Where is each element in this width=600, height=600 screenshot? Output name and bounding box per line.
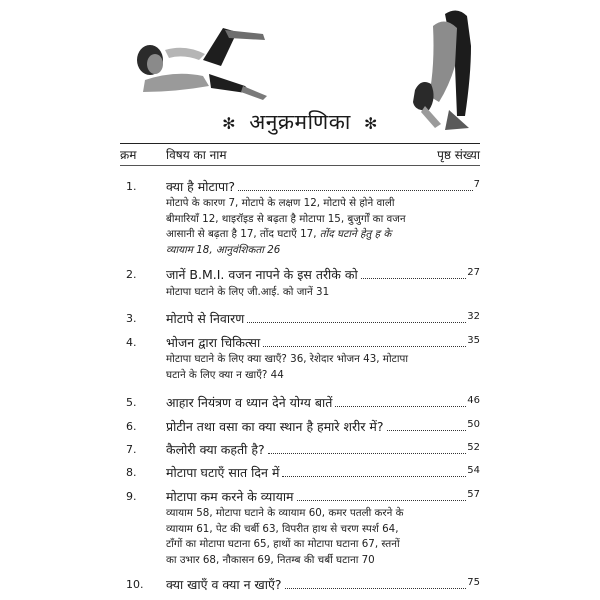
- subtopic-line: [166, 227, 456, 243]
- dot-leader: [361, 278, 467, 279]
- dot-leader: [282, 476, 466, 477]
- subtopic-text: आसानी से बढ़ता है 17, तोंद घटाएँ 17,: [166, 228, 317, 240]
- star-ornament-icon: ✻: [363, 114, 378, 133]
- entry-title-row: [166, 334, 480, 351]
- column-header-subject: विषय का नाम: [166, 148, 227, 162]
- entry-title-row: [166, 266, 480, 283]
- entry-title-row: [166, 464, 480, 481]
- entry-number: 8.: [126, 466, 137, 479]
- subtopic-line: का उभार 68, नौकासन 69, नितम्ब की चर्बी घटाना 70: [166, 553, 375, 566]
- subtopic-line: व्यायाम 61, पेट की चर्बी 63, विपरीत हाथ से चरण स्पर्श 64,: [166, 522, 399, 535]
- subtopic-line: व्यायाम 58, मोटापा घटाने के व्यायाम 60, कमर पतली करने के: [166, 507, 404, 519]
- header-top-rule: [120, 143, 480, 144]
- entry-page-number: 32: [467, 311, 480, 322]
- page-title: [120, 108, 480, 136]
- entry-page-number: 50: [467, 419, 480, 430]
- entry-page-number: 54: [467, 465, 480, 476]
- entry-title-row: [166, 488, 480, 505]
- entry-title-row: [166, 441, 480, 458]
- subtopic-italic-text: तोंद घटाने हेतु ह के: [319, 228, 392, 240]
- entry-page-number: 27: [467, 267, 480, 278]
- entry-title-row: [166, 576, 480, 593]
- entry-subtopics: [166, 506, 456, 568]
- entry-number: 10.: [126, 578, 144, 591]
- header-bottom-rule: [120, 165, 480, 166]
- entry-page-number: 46: [467, 395, 480, 406]
- entry-number: 1.: [126, 180, 137, 193]
- entry-number: 2.: [126, 268, 137, 281]
- page-title-text: अनुक्रमणिका: [249, 110, 351, 134]
- entry-number: 9.: [126, 490, 137, 503]
- subtopic-line: टाँगों का मोटापा घटाना 65, हाथों का मोटापा घटाना 67, स्तनों: [166, 538, 400, 550]
- entry-subtopics: [166, 285, 456, 301]
- dot-leader: [268, 453, 467, 454]
- entry-number: 7.: [126, 443, 137, 456]
- dot-leader: [238, 190, 473, 191]
- dot-leader: [285, 588, 467, 589]
- entry-title: कैलोरी क्या कहती है?: [166, 442, 265, 457]
- crunch-exercise-photo: [125, 20, 275, 100]
- dot-leader: [247, 322, 466, 323]
- entry-title: प्रोटीन तथा वसा का क्या स्थान है हमारे शरीर में?: [166, 419, 384, 434]
- dot-leader: [297, 500, 467, 501]
- entry-title: भोजन द्वारा चिकित्सा: [166, 335, 261, 350]
- subtopic-line: मोटापा घटाने के लिए क्या खाएँ? 36, रेशेदार भोजन 43, मोटापा: [166, 353, 408, 365]
- entry-page-number: 57: [467, 489, 480, 500]
- entry-title: जानें B.M.I. वजन नापने के इस तरीके को: [166, 267, 358, 282]
- dot-leader: [387, 430, 467, 431]
- subtopic-text: व्यायाम 18, आनुवंशिकता 26: [166, 243, 281, 256]
- entry-number: 3.: [126, 312, 137, 325]
- entry-page-number: 7: [473, 179, 480, 190]
- entry-subtopics: [166, 352, 456, 383]
- entry-title: मोटापा कम करने के व्यायाम: [166, 489, 294, 504]
- entry-title-row: [166, 418, 480, 435]
- book-page: [120, 0, 480, 600]
- dot-leader: [263, 346, 466, 347]
- subtopic-line: मोटापे के कारण 7, मोटापे के लक्षण 12, मोटापे से होने वाली: [166, 197, 395, 209]
- dot-leader: [335, 406, 466, 407]
- subtopic-line: बीमारियाँ 12, थाइरॉइड से बढ़ता है मोटापा 15, बुजुर्गों का वजन: [166, 212, 406, 225]
- entry-title: क्या खाएँ व क्या न खाएँ?: [166, 577, 282, 592]
- subtopic-line: [166, 243, 456, 259]
- entry-number: 6.: [126, 420, 137, 433]
- entry-title-row: [166, 394, 480, 411]
- column-header-page: पृष्ठ संख्या: [437, 148, 480, 162]
- subtopic-line: मोटापा घटाने के लिए जी.आई. को जानें 31: [166, 286, 330, 298]
- entry-title-row: [166, 178, 480, 195]
- entry-number: 4.: [126, 336, 137, 349]
- entry-page-number: 35: [467, 335, 480, 346]
- star-ornament-icon: ✻: [222, 114, 237, 133]
- subtopic-line: घटाने के लिए क्या न खाएँ? 44: [166, 368, 284, 381]
- entry-subtopics: [166, 196, 456, 258]
- entry-title-row: [166, 310, 480, 327]
- column-header-number: क्रम: [120, 148, 137, 162]
- entry-title: क्या है मोटापा?: [166, 179, 235, 194]
- entry-title: मोटापे से निवारण: [166, 311, 245, 326]
- entry-title: मोटापा घटाएँ सात दिन में: [166, 465, 280, 480]
- entry-number: 5.: [126, 396, 137, 409]
- entry-page-number: 75: [467, 577, 480, 588]
- entry-title: आहार नियंत्रण व ध्यान देने योग्य बातें: [166, 395, 333, 410]
- entry-page-number: 52: [467, 442, 480, 453]
